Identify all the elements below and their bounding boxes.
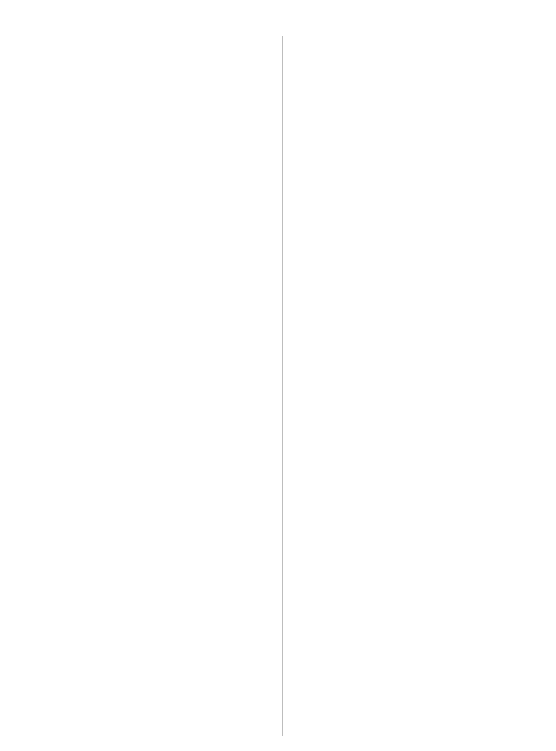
column-divider xyxy=(282,36,283,736)
